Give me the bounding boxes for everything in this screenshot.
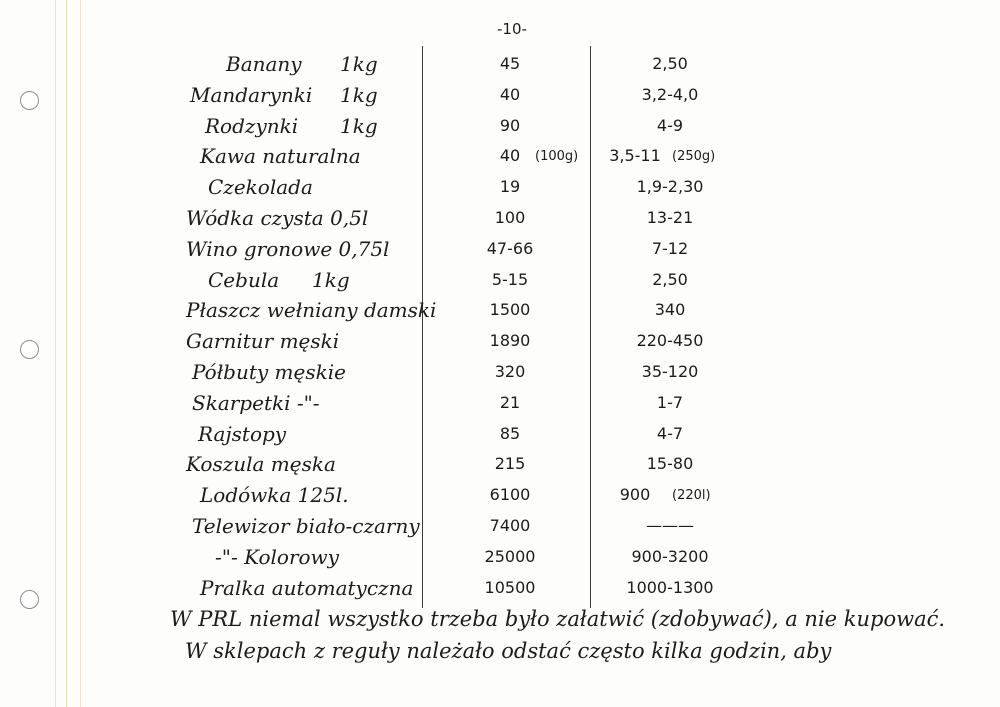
price-today: 900	[619, 485, 651, 505]
item-name: Skarpetki -"-	[192, 390, 320, 415]
price-1980s: 10500	[484, 577, 536, 597]
item-name: Banany	[226, 52, 302, 76]
price-today: 13-21	[646, 208, 694, 227]
price-1980s: 47-66	[486, 238, 534, 258]
price-today: 1000-1300	[626, 577, 714, 597]
item-name: Półbuty męskie	[192, 360, 346, 384]
item-name: Płaszcz wełniany damski	[186, 298, 437, 323]
table-row	[0, 206, 1000, 237]
price-today: 340	[654, 300, 686, 320]
table-row	[0, 175, 1000, 206]
price-today: 1-7	[656, 392, 684, 412]
price-today: 4-7	[656, 423, 684, 443]
price-today-note: (250g)	[672, 149, 716, 165]
table-row	[0, 545, 1000, 576]
table-row	[0, 268, 1000, 299]
price-today: 3,2-4,0	[641, 84, 699, 104]
price-1980s: 85	[499, 423, 521, 443]
item-name: Czekolada	[208, 175, 313, 200]
item-name: Pralka automatyczna	[200, 575, 414, 600]
item-name: Garnitur męski	[186, 329, 340, 354]
table-row	[0, 422, 1000, 453]
footer-line-2: W sklepach z reguły należało odstać często kilka godzin, aby	[185, 639, 832, 663]
item-name: -"- Kolorowy	[215, 544, 339, 569]
table-row	[0, 514, 1000, 545]
item-name: Wino gronowe 0,75l	[186, 236, 390, 261]
price-1980s: 40	[499, 84, 521, 104]
table-row	[0, 391, 1000, 422]
price-1980s-note: (100g)	[535, 149, 579, 165]
price-1980s: 6100	[489, 485, 531, 505]
table-row	[0, 360, 1000, 391]
price-1980s: 7400	[489, 516, 531, 535]
price-today: 900-3200	[631, 546, 709, 566]
item-name: Rodzynki	[205, 113, 299, 138]
item-unit: 1kg	[340, 82, 378, 107]
table-row	[0, 483, 1000, 514]
item-name: Mandarynki	[190, 82, 313, 107]
item-name: Rajstopy	[198, 421, 287, 446]
table-row	[0, 298, 1000, 329]
item-name: Cebula	[208, 267, 280, 292]
price-today: 1,9-2,30	[636, 177, 704, 197]
table-row	[0, 329, 1000, 360]
price-today-note: (220l)	[672, 488, 711, 504]
price-today: 2,50	[652, 54, 688, 73]
table-row	[0, 52, 1000, 83]
price-today: 3,5-11	[609, 146, 661, 166]
price-1980s: 25000	[484, 546, 536, 566]
table-row	[0, 237, 1000, 268]
item-name: Telewizor biało-czarny	[192, 514, 420, 538]
price-1980s: 320	[494, 362, 526, 381]
price-today: 35-120	[641, 362, 699, 381]
item-name: Wódka czysta 0,5l	[186, 206, 369, 230]
table-row	[0, 452, 1000, 483]
price-1980s: 45	[499, 54, 521, 73]
item-name: Kawa naturalna	[200, 144, 361, 169]
table-row	[0, 83, 1000, 114]
item-unit: 1kg	[340, 52, 378, 76]
price-1980s: 215	[494, 454, 526, 474]
price-1980s: 1500	[489, 300, 531, 320]
price-1980s: 21	[499, 392, 521, 412]
table-row	[0, 144, 1000, 175]
item-name: Koszula męska	[186, 452, 336, 477]
price-today: 15-80	[646, 454, 694, 474]
item-unit: 1kg	[312, 267, 350, 292]
price-today: 4-9	[656, 115, 684, 135]
footer-line-1: W PRL niemal wszystko trzeba było załatwić (zdobywać), a nie kupować.	[170, 607, 946, 631]
item-name: Lodówka 125l.	[200, 483, 349, 508]
table-row	[0, 114, 1000, 145]
price-1980s: 5-15	[491, 269, 529, 289]
price-today: 220-450	[636, 331, 704, 351]
price-1980s: 40	[499, 146, 521, 166]
price-1980s: 1890	[489, 331, 531, 351]
price-today: 2,50	[652, 269, 688, 289]
price-today: 7-12	[651, 238, 689, 258]
page-number: -10-	[497, 20, 527, 38]
table-row	[0, 576, 1000, 607]
price-1980s: 100	[494, 208, 526, 227]
price-1980s: 19	[499, 177, 521, 197]
item-unit: 1kg	[340, 113, 378, 138]
price-1980s: 90	[499, 115, 521, 135]
price-today: ———	[646, 516, 694, 535]
